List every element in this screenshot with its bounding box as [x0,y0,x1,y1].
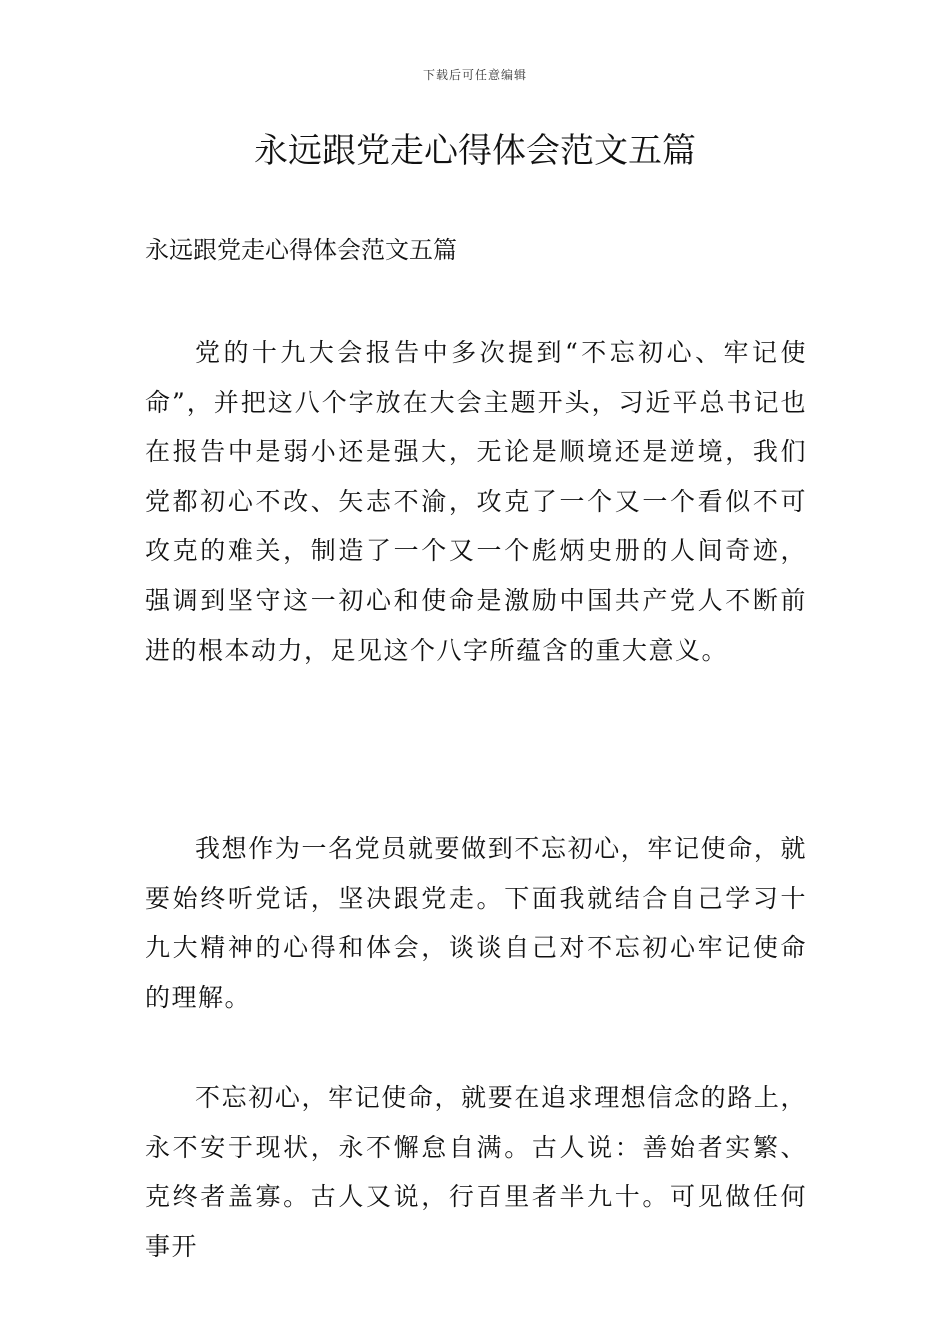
paragraph-1: 党的十九大会报告中多次提到“不忘初心、牢记使命”，并把这八个字放在大会主题开头，习近平总书记也在报告中是弱小还是强大，无论是顺境还是逆境，我们党都初心不改、矢志不渝，攻克了一个又一个看似不可攻克的难关，制造了一个又一个彪炳史册的人间奇迹，强调到坚守这一初心和使命是激励中国共产党人不断前进的根本动力，足见这个八字所蕴含的重大意义。 [145,338,807,665]
header-note: 下载后可任意编辑 [422,68,527,82]
document-title: 永远跟党走心得体会范文五篇 [254,131,696,171]
paragraph-2: 我想作为一名党员就要做到不忘初心，牢记使命，就要始终听党话，坚决跟党走。下面我就结合自己学习十九大精神的心得和体会，谈谈自己对不忘初心牢记使命的理解。 [145,834,807,1012]
document-subtitle: 永远跟党走心得体会范文五篇 [145,236,457,264]
paragraph-3: 不忘初心，牢记使命，就要在追求理想信念的路上，永不安于现状，永不懈怠自满。古人说：善始者实繁、克终者盖寡。古人又说，行百里者半九十。可见做任何事开 [145,1083,807,1261]
